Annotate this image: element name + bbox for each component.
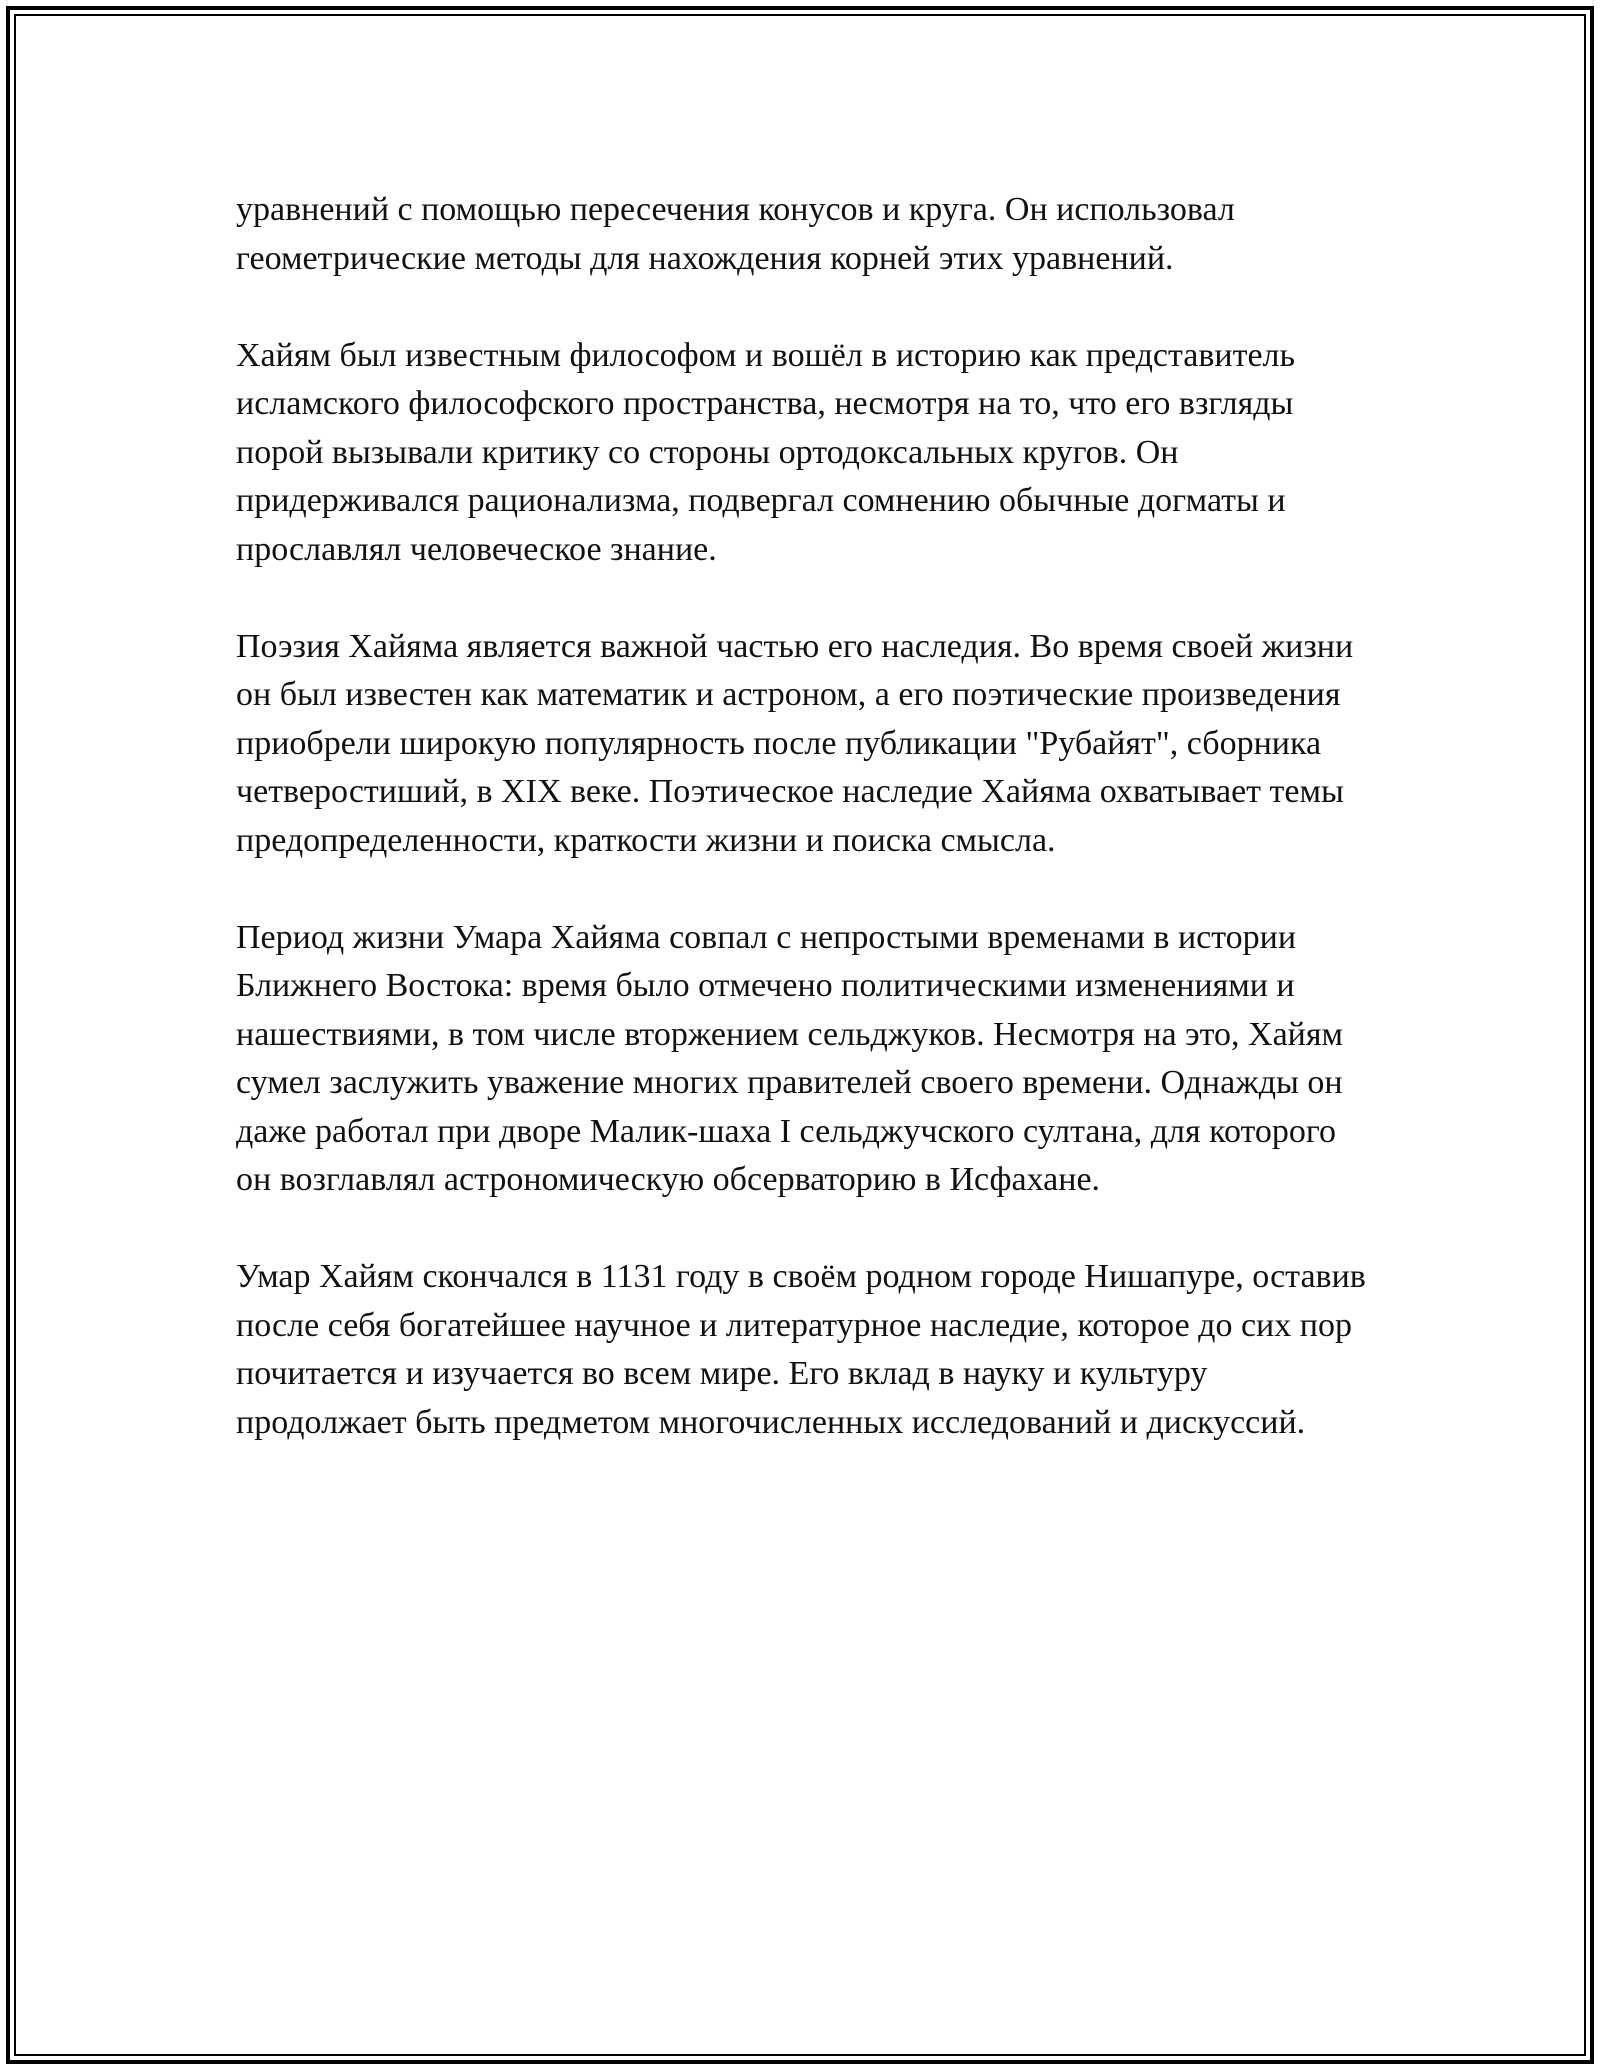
paragraph: Поэзия Хайяма является важной частью его наследия. Во время своей жизни он был известен как математик и астроном, а его поэтические произведения приобрели широкую популярность после публикации "Рубайят", сборника четверостиший, в XIX веке. Поэтическое наследие Хайяма охватывает темы предопределенности, краткости жизни и поиска смысла. xyxy=(236,627,1354,859)
paragraph: уравнений с помощью пересечения конусов и круга. Он использовал геометрические методы для нахождения корней этих уравнений. xyxy=(236,191,1235,277)
paragraph: Хайям был известным философом и вошёл в историю как представитель исламского философского пространства, несмотря на то, что его взгляды порой вызывали критику со стороны ортодоксальных кругов. Он придерживался рационализма, подвергал сомнению обычные догматы и прославлял человеческое знание. xyxy=(236,336,1296,568)
paragraph: Умар Хайям скончался в 1131 году в своём родном городе Нишапуре, оставив после себя богатейшее научное и литературное наследие, которое до сих пор почитается и изучается во всем мире. Его вклад в науку и культуру продолжает быть предметом многочисленных исследований и дискуссий. xyxy=(236,1258,1366,1441)
paragraph: Период жизни Умара Хайяма совпал с непростыми временами в истории Ближнего Востока: время было отмечено политическими изменениями и нашествиями, в том числе вторжением сельджуков. Несмотря на это, Хайям сумел заслужить уважение многих правителей своего времени. Однажды он даже работал при дворе Малик-шаха I сельджучского султана, для которого он возглавлял астрономическую обсерваторию в Исфахане. xyxy=(236,918,1344,1198)
document-body xyxy=(236,186,1376,1496)
